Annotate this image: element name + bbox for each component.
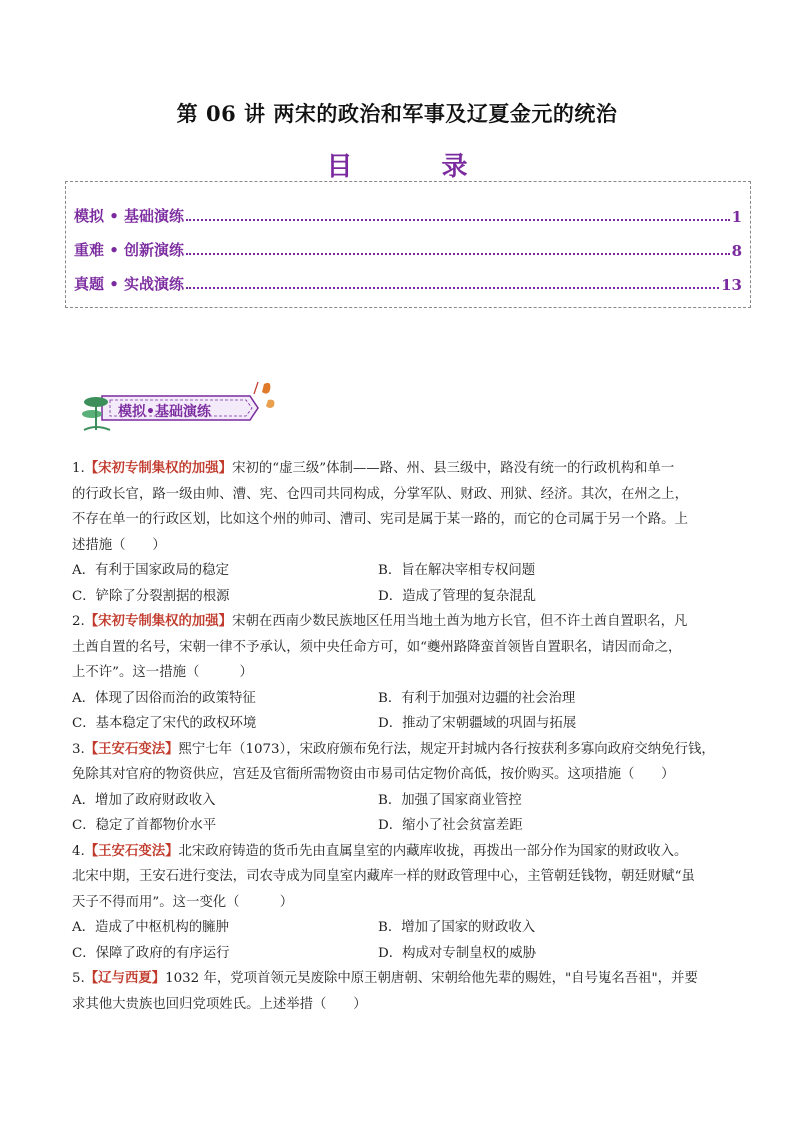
toc-leader-dots [186,253,730,255]
question-text-line: 不存在单一的行政区划，比如这个州的帅司、漕司、宪司是属于某一路的，而它的仓司属于另一个路。上 [72,512,688,527]
question-number: 2. [72,614,85,629]
question-item [72,609,724,737]
question-item [72,737,724,839]
toc-entry-page: 8 [731,242,742,260]
question-text-line: 土酋自置的名号，宋朝一律不予承认，须中央任命方可，如“夔州路降蛮首领皆自置职名，请因而命之， [72,639,682,655]
question-text-line: 天子不得而用”。这一变化（ ） [72,894,294,910]
question-text-line: 的行政长官，路一级由帅、漕、宪、仓四司共同构成，分掌军队、财政、刑狱、经济。其次，在州之上， [72,486,688,502]
question-topic-tag: 【宋初专制集权的加强】 [84,613,233,629]
option-c[interactable]: C．基本稳定了宋代的政权环境 [72,716,257,731]
option-b[interactable]: B．加强了国家商业管控 [378,792,522,808]
question-stem [72,609,724,635]
question-text-line: 北宋政府铸造的货币先由直属皇室的内藏库收拢，再拨出一部分作为国家的财政收入。 [178,843,688,859]
option-c[interactable]: C．铲除了分裂割据的根源 [72,588,230,604]
question-number: 4. [72,843,85,859]
answer-options [72,686,724,737]
question-list [72,456,724,1017]
question-text-line: 求其他大贵族也回归党项姓氏。上述举措（ ） [72,996,367,1012]
option-b[interactable]: B．增加了国家的财政收入 [378,920,536,935]
question-topic-tag: 【宋初专制集权的加强】 [84,460,233,476]
question-stem [72,456,724,482]
toc-heading: 目 录 [326,152,508,182]
question-text-line: 宋初的“虚三级”体制——路、州、县三级中，路没有统一的行政机构和单一 [232,461,675,476]
option-c[interactable]: C．保障了政府的有序运行 [72,945,230,961]
option-c[interactable]: C．稳定了首都物价水平 [72,818,217,833]
question-number: 1. [72,461,85,476]
question-text-line: 宋朝在西南少数民族地区任用当地土酋为地方长官，但不许土酋自置职名，凡 [232,614,688,629]
question-item [72,456,724,609]
option-b[interactable]: B．有利于加强对边疆的社会治理 [378,690,576,706]
question-text-line: 免除其对官府的物资供应，宫廷及官衙所需物资由市易司估定物价高低，按价购买。这项措施（ ） [72,767,675,782]
answer-options [72,558,724,609]
question-stem [72,839,724,865]
option-d[interactable]: D．造成了管理的复杂混乱 [378,588,537,604]
option-d[interactable]: D．缩小了社会贫富差距 [378,818,523,833]
question-topic-tag: 【王安石变法】 [84,740,179,757]
option-d[interactable]: D．推动了宋朝疆域的巩固与拓展 [378,716,577,731]
page-title: 第 06 讲 两宋的政治和军事及辽夏金元的统治 [176,101,618,126]
option-a[interactable]: A．造成了中枢机构的臃肿 [72,920,229,935]
question-topic-tag: 【王安石变法】 [84,842,179,859]
question-text-line: 熙宁七年（1073），宋政府颁布免行法，规定开封城内各行按获利多寡向政府交纳免行钱， [178,741,715,757]
question-stem [72,737,724,763]
toc-entry[interactable] [74,272,742,294]
toc-entry-label: 模拟 • 基础演练 [74,207,185,225]
answer-options [72,915,724,966]
toc-leader-dots [186,219,730,221]
option-a[interactable]: A．体现了因俗而治的政策特征 [72,690,256,706]
toc-entry-page: 13 [721,276,742,294]
question-text-line: 述措施（ ） [72,537,166,553]
option-a[interactable]: A．增加了政府财政收入 [72,792,216,808]
question-item [72,839,724,967]
option-d[interactable]: D．构成对专制皇权的威胁 [378,945,537,961]
toc-entry-label: 真题 • 实战演练 [74,275,185,293]
question-text-line: 1032 年，党项首领元昊废除中原王朝唐朝、宋朝给他先辈的赐姓，"自号嵬名吾祖"，并要 [165,971,698,986]
toc-entry[interactable] [74,238,742,260]
toc-leader-dots [186,287,719,289]
answer-options [72,788,724,839]
toc-entry[interactable] [74,204,742,226]
question-text-line: 上不许”。这一措施（ ） [72,665,253,680]
table-of-contents [65,181,751,308]
question-item [72,966,724,1017]
toc-entry-page: 1 [731,208,742,226]
option-a[interactable]: A．有利于国家政局的稳定 [72,563,229,578]
section-banner-label: 模拟•基础演练 [118,404,211,420]
question-topic-tag: 【辽与西夏】 [84,970,166,986]
question-number: 5. [72,971,85,986]
question-text-line: 北宋中期，王安石进行变法，司农寺成为同皇室内藏库一样的财政管理中心，主管朝廷钱物，朝廷财赋“虽 [72,869,695,884]
toc-entry-label: 重难 • 创新演练 [74,241,185,259]
question-stem [72,966,724,992]
question-number: 3. [72,741,85,757]
option-b[interactable]: B．旨在解决宰相专权问题 [378,563,536,578]
